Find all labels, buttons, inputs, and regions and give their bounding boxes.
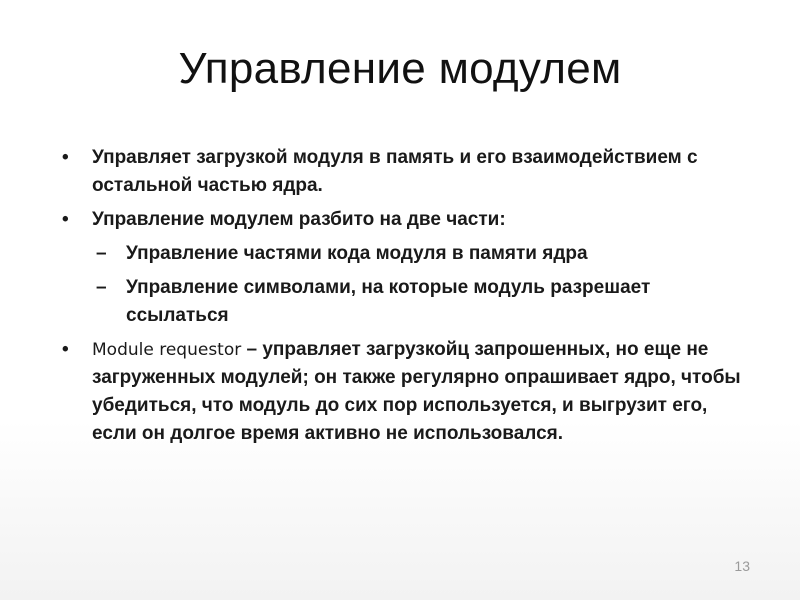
bullet-marker: •	[62, 147, 69, 168]
module-requestor-term: Module requestor	[92, 340, 242, 360]
sub-bullet-text: Управление частями кода модуля в памяти ядра	[126, 243, 588, 264]
sub-bullet-text: Управление символами, на которые модуль разрешает ссылаться	[126, 277, 651, 326]
bullet-text: Управление модулем разбито на две части:	[92, 209, 506, 230]
bullet-text: – управляет загрузкойц запрошенных, но еще не загруженных модулей; он также регулярно опрашивает ядро, чтобы убедиться, что модуль до сих пор используется, и выгрузит его, если он долгое время активно не использовался.	[92, 339, 741, 444]
sub-bullet-item-2	[62, 274, 752, 330]
bullet-text: Управляет загрузкой модуля в память и его взаимодействием с остальной частью ядра.	[92, 147, 698, 196]
dash-marker: –	[96, 243, 107, 264]
slide-title: Управление модулем	[178, 44, 622, 93]
page-number: 13	[734, 558, 750, 574]
bullet-item-3	[62, 336, 752, 448]
bullet-item-1	[62, 144, 752, 200]
bullet-marker: •	[62, 209, 69, 230]
sub-bullet-item-1	[62, 240, 752, 268]
dash-marker: –	[96, 277, 107, 298]
bullet-item-2	[62, 206, 752, 234]
bullet-marker: •	[62, 339, 69, 360]
bullet-list	[62, 144, 752, 454]
